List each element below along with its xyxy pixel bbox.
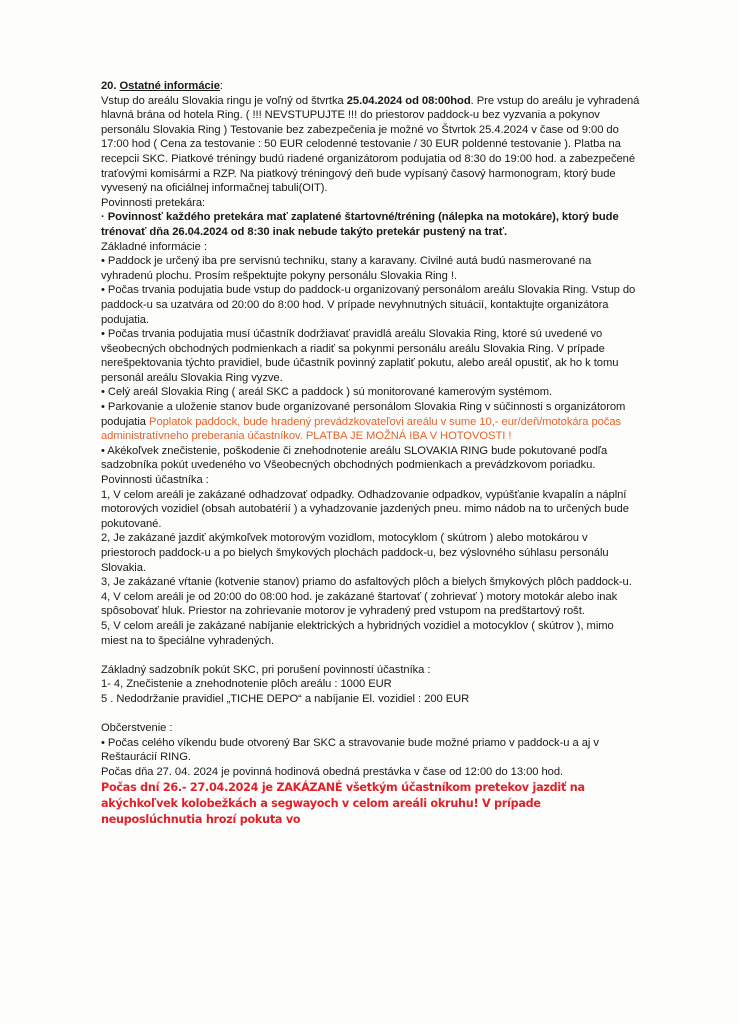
parking-text: • Parkovanie a uloženie stanov bude organizované personálom Slovakia Ring v súčinnosti s organizátorom podujatia — [101, 401, 626, 428]
basic-info-label: Základné informácie : — [101, 240, 207, 253]
entry-date: 25.04.2024 od 08:00hod — [346, 94, 471, 107]
entry-text-c: . Pre vstup do areálu je vyhradená hlavná brána od hotela Ring. ( !!! NEVSTUPUJTE !!! do priestorov paddock-u bez vyzvania a pokynov personálu Slovakia Ring ) Testovanie bez zabezpečenia je možné vo Štvrtok 25.4.2024 v čase od 9:00 do 17:00 hod ( Cena za testovanie : 50 EUR celodenné testovanie / 30 EUR poldenné testovanie ). Platba na recepcii SKC. Piatkové tréningy budú riadené organizátorom podujatia od 8:30 do 19:00 hod. a zabezpečené traťovými komisármi a RZP. Na piatkový tréningový deň bude vypísaný časový harmonogram, ktorý bude vyvesený na oficiálnej informačnej tabuli(OIT). — [101, 94, 640, 195]
racer-duty-rule: · Povinnosť každého pretekára mať zaplatené štartovné/tréning (nálepka na motokáre), ktorý bude trénovať dňa 26.04.2024 od 8:30 inak nebude takýto pretekár pustený na trať. — [101, 211, 619, 238]
rule-1: 1, V celom areáli je zakázané odhadzovať odpadky. Odhadzovanie odpadkov, vypúšťanie kvapalín a náplní motorových vozidiel (obsah autobatérií ) a vyhadzovanie jazdených pneu. mimo nádob na to určených bude pokutované. — [101, 488, 629, 530]
parking-fee-note: Poplatok paddock, bude hradený prevádzkovateľovi areálu v sume 10,- eur/deň/motokára počas administratívneho preberania účastníkov. PLATBA JE MOŽNÁ IBA V HOTOVOSTI ! — [101, 415, 622, 443]
bullet-damage: • Akékoľvek znečistenie, poškodenie či znehodnotenie areálu SLOVAKIA RING bude pokutované podľa sadzobníka pokút uvedeného vo Všeobecných obchodných podmienkach a prevádzkovom poriadku. — [101, 444, 608, 472]
rule-3: 3, Je zakázané vŕtanie (kotvenie stanov) priamo do asfaltových plôch a bielych šmykových plôch paddock-u. — [101, 576, 632, 589]
entry-text-a: Vstup do areálu Slovakia ringu je voľný od štvrtka — [101, 94, 347, 107]
refreshments-bar: • Počas celého víkendu bude otvorený Bar SKC a stravovanie bude možné priamo v paddock-u a aj v Reštaurácií RING. — [101, 736, 599, 764]
lunch-break: Počas dňa 27. 04. 2024 je povinná hodinová obedná prestávka v čase od 12:00 do 13:00 hod. — [101, 765, 564, 778]
rule-2: 2, Je zakázané jazdiť akýmkoľvek motorovým vozidlom, motocyklom ( skútrom ) alebo motokárou v priestoroch paddock-u a po bielych šmykových plochách paddock-u, bez výslovného súhlasu personálu Slovakia. — [101, 532, 609, 574]
bullet-parking — [101, 400, 641, 444]
fine-1: 1- 4, Znečistenie a znehodnotenie plôch areálu : 1000 EUR — [101, 678, 392, 691]
refreshments-label: Občerstvenie : — [101, 722, 173, 735]
rule-4: 4, V celom areáli je od 20:00 do 08:00 hod. je zakázané štartovať ( zohrievať ) motory motokár alebo inak spôsobovať hluk. Priestor na zohrievanie motorov je vyhradený pred vstupom na predštartový rošt. — [101, 590, 618, 618]
section-number: 20. — [101, 80, 117, 92]
participant-duties-label: Povinnosti účastníka : — [101, 474, 209, 487]
section-colon: : — [219, 80, 223, 92]
paragraph-entry — [101, 94, 641, 196]
section-heading — [101, 79, 641, 94]
rule-5: 5, V celom areáli je zakázané nabíjanie elektrických a hybridných vozidiel a motocyklov ( skútrov ), mimo miest na to špeciálne vyhradených. — [101, 619, 614, 647]
bullet-cameras: • Celý areál Slovakia Ring ( areál SKC a paddock ) sú monitorované kamerovým systémom. — [101, 386, 553, 399]
fines-intro: Základný sadzobník pokút SKC, pri porušení povinností účastníka : — [101, 663, 431, 676]
fine-2: 5 . Nedodržanie pravidiel „TICHE DEPO“ a nabíjanie El. vozidiel : 200 EUR — [101, 692, 470, 705]
scooter-warning: Počas dní 26.- 27.04.2024 je ZAKÁZANÉ všetkým účastníkom pretekov jazdiť na akýchkoľvek kolobežkách a segwayoch v celom areáli okruhu! V prípade neuposlúchnutia hrozí pokuta vo — [101, 780, 585, 826]
bullet-access: • Počas trvania podujatia bude vstup do paddock-u organizovaný personálom areálu Slovakia Ring. Vstup do paddock-u sa uzatvára od 20:00 do 8:00 hod. V prípade nevyhnutných situácií, kontaktujte organizátora podujatia. — [101, 284, 636, 326]
bullet-rules: • Počas trvania podujatia musí účastník dodržiavať pravidlá areálu Slovakia Ring, ktoré sú uvedené vo všeobecných obchodných podmienkach a riadiť sa pokynmi personálu areálu Slovakia Ring. V prípade nerešpektovania týchto pravidiel, bude účastník povinný zaplatiť pokutu, alebo areál opustiť, ak ho k tomu personál areálu Slovakia Ring vyzve. — [101, 328, 619, 384]
section-title: Ostatné informácie — [119, 80, 220, 92]
document-body — [101, 79, 641, 828]
bullet-paddock: • Paddock je určený iba pre servisnú techniku, stany a karavany. Civilné autá budú nasmerované na vyhradenú plochu. Prosím rešpektujte pokyny personálu Slovakia Ring !. — [101, 255, 592, 282]
racer-duties-label: Povinnosti pretekára: — [101, 196, 206, 209]
